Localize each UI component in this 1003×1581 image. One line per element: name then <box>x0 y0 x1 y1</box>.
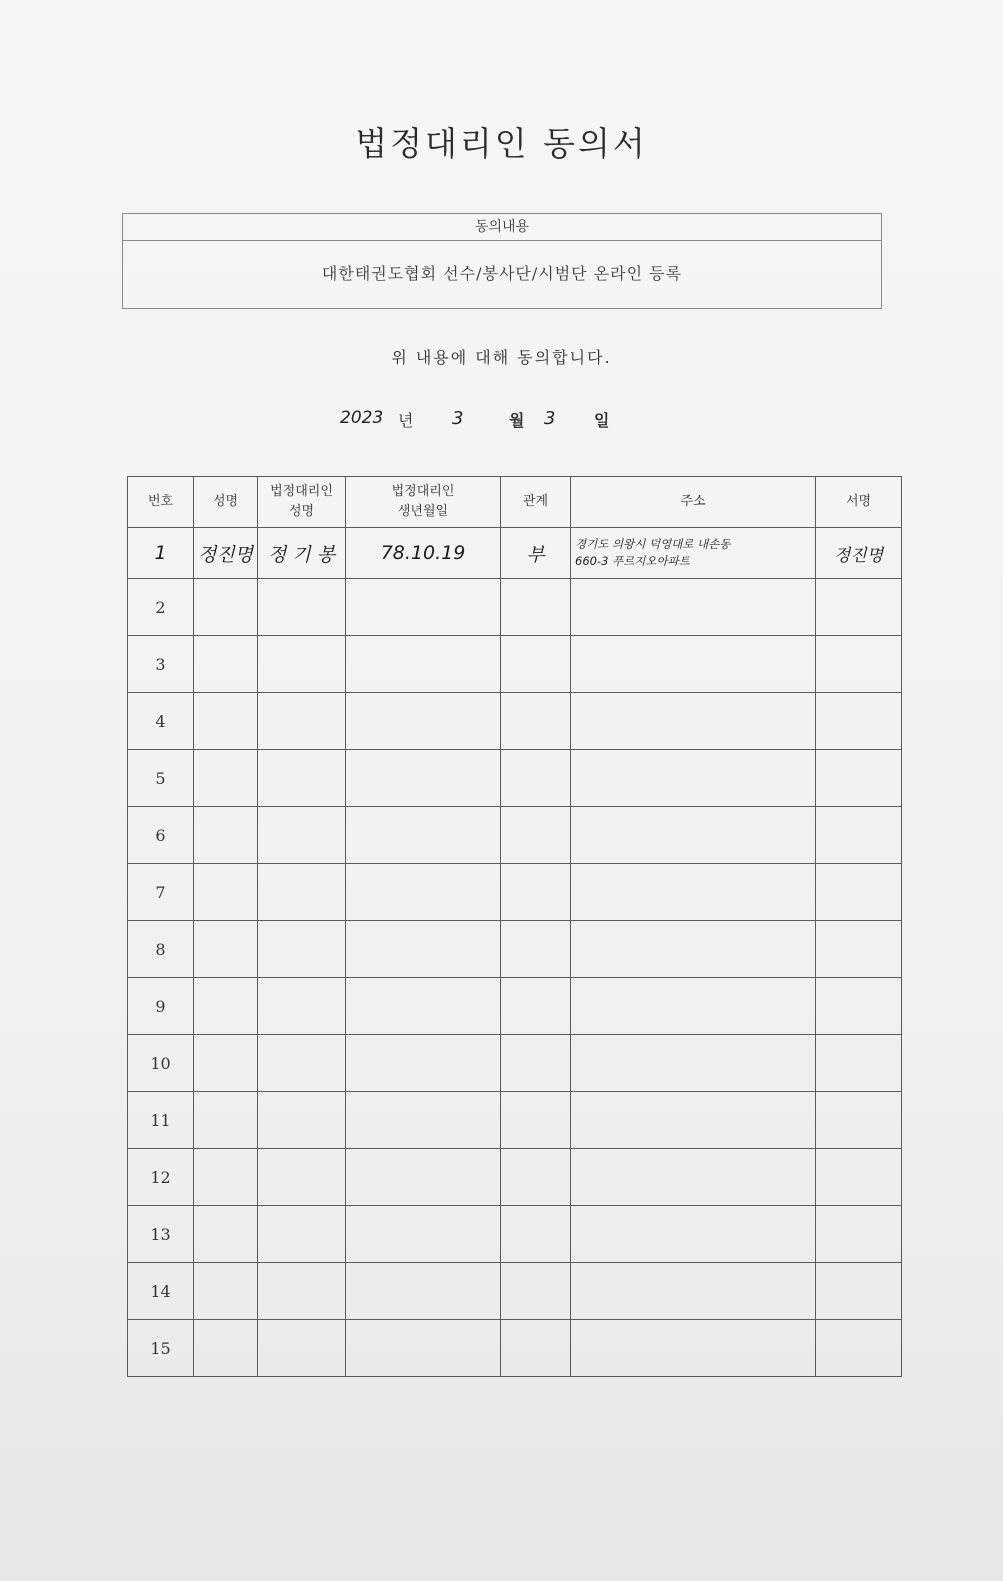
cell-guardian-name <box>258 921 346 978</box>
cell-signature <box>816 693 902 750</box>
cell-address <box>571 1320 816 1377</box>
cell-no: 2 <box>128 579 194 636</box>
consent-box <box>122 213 882 309</box>
cell-address-line2: 660-3 푸르지오아파트 <box>575 554 690 568</box>
cell-guardian-birth: 78.10.19 <box>346 528 501 579</box>
cell-guardian-birth <box>346 693 501 750</box>
cell-guardian-name <box>258 1092 346 1149</box>
cell-guardian-birth <box>346 636 501 693</box>
cell-no: 9 <box>128 978 194 1035</box>
cell-relation <box>501 750 571 807</box>
cell-no: 13 <box>128 1206 194 1263</box>
cell-no: 15 <box>128 1320 194 1377</box>
header-guardian-name-line2: 성명 <box>288 504 315 519</box>
cell-no: 8 <box>128 921 194 978</box>
cell-address-line1: 경기도 의왕시 덕영대로 내손동 <box>575 537 731 551</box>
cell-signature <box>816 579 902 636</box>
cell-address <box>571 1206 816 1263</box>
table-row <box>128 528 902 579</box>
cell-no: 12 <box>128 1149 194 1206</box>
cell-address <box>571 978 816 1035</box>
cell-address <box>571 1035 816 1092</box>
header-relation: 관계 <box>501 477 571 528</box>
header-guardian-name-line1: 법정대리인 <box>270 484 333 499</box>
cell-signature <box>816 864 902 921</box>
cell-signature <box>816 1092 902 1149</box>
table-row <box>128 978 902 1035</box>
table-row <box>128 750 902 807</box>
cell-guardian-birth <box>346 1092 501 1149</box>
cell-name <box>194 1263 258 1320</box>
cell-name <box>194 864 258 921</box>
cell-name <box>194 1035 258 1092</box>
header-name: 성명 <box>194 477 258 528</box>
cell-signature <box>816 1263 902 1320</box>
cell-no: 4 <box>128 693 194 750</box>
cell-address <box>571 579 816 636</box>
table-row <box>128 864 902 921</box>
cell-guardian-name <box>258 1263 346 1320</box>
document-title: 법정대리인 동의서 <box>355 124 648 163</box>
table-row <box>128 1092 902 1149</box>
cell-guardian-name <box>258 1149 346 1206</box>
cell-guardian-name <box>258 636 346 693</box>
date-year-unit: 년 <box>398 411 414 430</box>
cell-guardian-name <box>258 750 346 807</box>
cell-no: 3 <box>128 636 194 693</box>
cell-relation <box>501 864 571 921</box>
header-guardian-birth <box>346 477 501 528</box>
cell-no: 6 <box>128 807 194 864</box>
header-no: 번호 <box>128 477 194 528</box>
cell-name <box>194 693 258 750</box>
cell-no: 5 <box>128 750 194 807</box>
cell-address <box>571 1149 816 1206</box>
cell-guardian-name <box>258 1206 346 1263</box>
cell-address <box>571 1263 816 1320</box>
cell-name <box>194 579 258 636</box>
cell-guardian-name <box>258 579 346 636</box>
cell-name <box>194 750 258 807</box>
cell-guardian-birth <box>346 1206 501 1263</box>
cell-guardian-birth <box>346 921 501 978</box>
cell-relation <box>501 1263 571 1320</box>
cell-signature <box>816 1149 902 1206</box>
date-month-unit: 월 <box>509 411 525 430</box>
cell-relation <box>501 1149 571 1206</box>
header-address: 주소 <box>571 477 816 528</box>
cell-address <box>571 636 816 693</box>
cell-name <box>194 1320 258 1377</box>
cell-relation <box>501 693 571 750</box>
consent-header: 동의내용 <box>123 214 881 241</box>
cell-address <box>571 921 816 978</box>
cell-guardian-birth <box>346 978 501 1035</box>
cell-guardian-birth <box>346 807 501 864</box>
cell-address <box>571 750 816 807</box>
cell-name <box>194 921 258 978</box>
cell-relation <box>501 1206 571 1263</box>
date-day-unit: 일 <box>594 411 610 430</box>
cell-no: 1 <box>128 528 194 579</box>
table-row <box>128 1206 902 1263</box>
cell-relation <box>501 636 571 693</box>
table-row <box>128 636 902 693</box>
header-guardian-birth-line2: 생년월일 <box>397 504 449 519</box>
cell-signature: 정진명 <box>816 528 902 579</box>
date-year: 2023 <box>340 408 384 428</box>
cell-address <box>571 693 816 750</box>
table-header-row <box>128 477 902 528</box>
cell-guardian-name <box>258 1035 346 1092</box>
consent-body: 대한태권도협회 선수/봉사단/시범단 온라인 등록 <box>321 264 683 283</box>
cell-guardian-name <box>258 693 346 750</box>
table-row <box>128 1035 902 1092</box>
cell-relation <box>501 1320 571 1377</box>
cell-relation <box>501 921 571 978</box>
header-guardian-birth-line1: 법정대리인 <box>391 484 455 499</box>
cell-signature <box>816 978 902 1035</box>
cell-relation <box>501 978 571 1035</box>
table-row <box>128 1263 902 1320</box>
cell-address <box>571 1092 816 1149</box>
cell-relation <box>501 579 571 636</box>
cell-guardian-name <box>258 864 346 921</box>
cell-signature <box>816 921 902 978</box>
cell-signature <box>816 636 902 693</box>
guardian-roster-table <box>127 476 902 1377</box>
cell-guardian-birth <box>346 750 501 807</box>
cell-guardian-name <box>258 978 346 1035</box>
date-month: 3 <box>452 408 464 429</box>
cell-guardian-birth <box>346 579 501 636</box>
cell-name <box>194 1092 258 1149</box>
cell-guardian-name <box>258 1320 346 1377</box>
cell-no: 7 <box>128 864 194 921</box>
cell-name <box>194 1149 258 1206</box>
cell-guardian-birth <box>346 864 501 921</box>
cell-signature <box>816 1206 902 1263</box>
cell-guardian-birth <box>346 1320 501 1377</box>
header-guardian-name <box>258 477 346 528</box>
cell-name <box>194 978 258 1035</box>
cell-relation <box>501 1092 571 1149</box>
cell-signature <box>816 807 902 864</box>
cell-address <box>571 864 816 921</box>
agree-statement: 위 내용에 대해 동의합니다. <box>391 348 612 367</box>
cell-signature <box>816 1320 902 1377</box>
date-day: 3 <box>544 408 556 429</box>
cell-name <box>194 807 258 864</box>
table-row <box>128 1320 902 1377</box>
table-row <box>128 693 902 750</box>
cell-no: 11 <box>128 1092 194 1149</box>
cell-guardian-name <box>258 807 346 864</box>
cell-guardian-birth <box>346 1149 501 1206</box>
cell-no: 14 <box>128 1263 194 1320</box>
cell-signature <box>816 1035 902 1092</box>
cell-address <box>571 528 816 579</box>
table-row <box>128 1149 902 1206</box>
table-row <box>128 579 902 636</box>
table-row <box>128 921 902 978</box>
header-signature: 서명 <box>816 477 902 528</box>
cell-name <box>194 1206 258 1263</box>
table-row <box>128 807 902 864</box>
cell-name: 정진명 <box>194 528 258 579</box>
cell-guardian-birth <box>346 1035 501 1092</box>
cell-guardian-birth <box>346 1263 501 1320</box>
cell-no: 10 <box>128 1035 194 1092</box>
cell-relation <box>501 1035 571 1092</box>
cell-address <box>571 807 816 864</box>
cell-signature <box>816 750 902 807</box>
cell-name <box>194 636 258 693</box>
cell-relation <box>501 807 571 864</box>
cell-guardian-name: 정 기 봉 <box>258 528 346 579</box>
cell-relation: 부 <box>501 528 571 579</box>
